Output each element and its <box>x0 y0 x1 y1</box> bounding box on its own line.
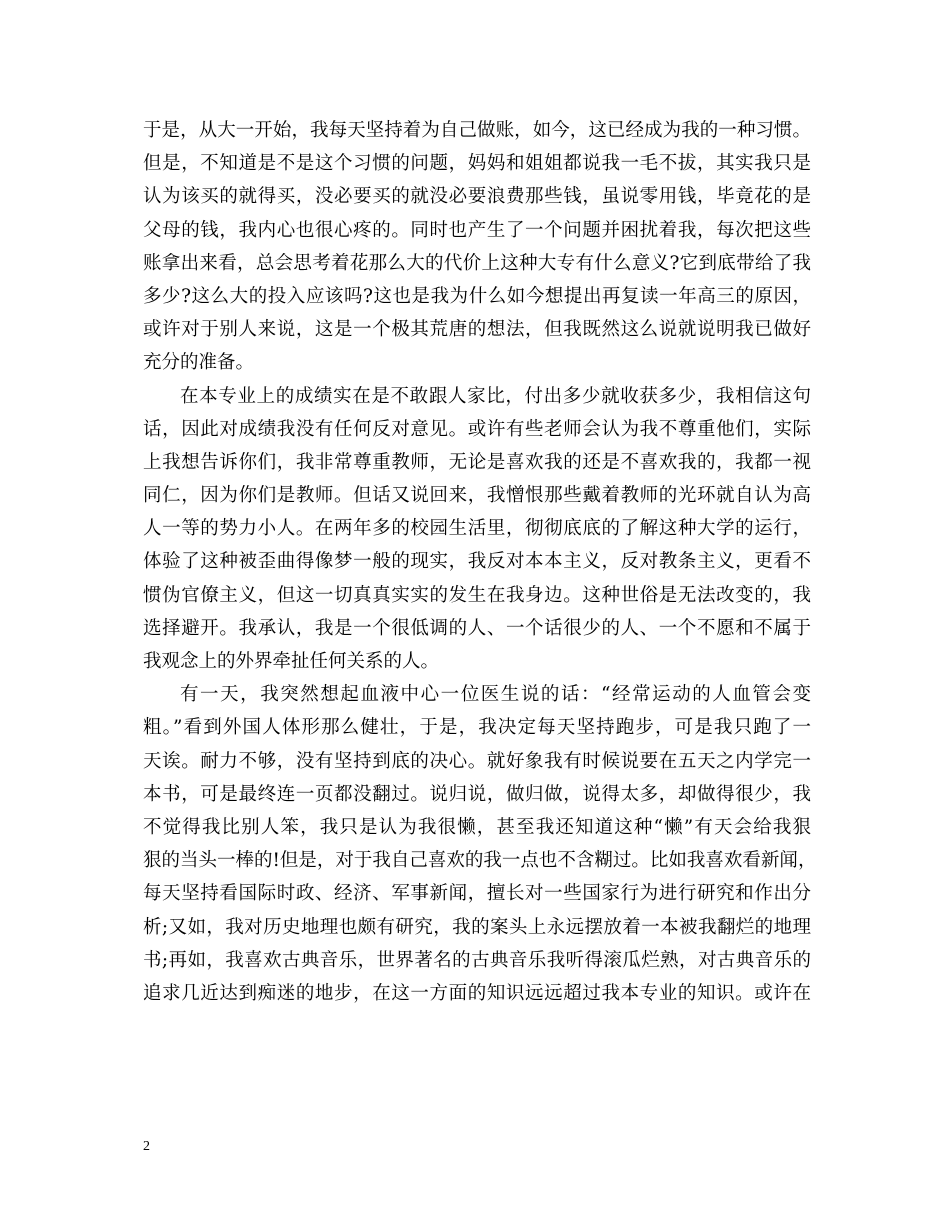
paragraph-1 <box>143 114 811 380</box>
paragraph-3 <box>143 678 817 1010</box>
text-line: 天诶。耐力不够，没有坚持到底的决心。就好象我有时候说要在五天之内学完一 <box>143 750 811 772</box>
text-line: 惯伪官僚主义，但这一切真真实实的发生在我身边。这种世俗是无法改变的，我 <box>143 584 811 606</box>
text-line: 父母的钱，我内心也很心疼的。同时也产生了一个问题并困扰着我，每次把这些 <box>143 219 811 241</box>
text-line: 书;再如，我喜欢古典音乐，世界著名的古典音乐我听得滚瓜烂熟，对古典音乐的 <box>143 949 811 971</box>
text-line: 体验了这种被歪曲得像梦一般的现实，我反对本本主义，反对教条主义，更看不 <box>143 551 811 573</box>
text-line: 账拿出来看，总会思考着花那么大的代价上这种大专有什么意义?它到底带给了我 <box>143 252 811 274</box>
text-line: 每天坚持看国际时政、经济、军事新闻，擅长对一些国家行为进行研究和作出分 <box>143 883 811 905</box>
text-line: 本书，可是最终连一页都没翻过。说归说，做归做，说得太多，却做得很少，我 <box>143 783 811 805</box>
text-line: 同仁，因为你们是教师。但话又说回来，我憎恨那些戴着教师的光环就自认为高 <box>143 485 811 507</box>
page-number: 2 <box>143 1139 150 1154</box>
text-line: 充分的准备。 <box>143 352 255 374</box>
text-line: 在本专业上的成绩实在是不敢跟人家比，付出多少就收获多少，我相信这句 <box>180 385 811 407</box>
text-line: 人一等的势力小人。在两年多的校园生活里，彻彻底底的了解这种大学的运行， <box>143 518 811 540</box>
text-line: 追求几近达到痴迷的地步，在这一方面的知识远远超过我本专业的知识。或许在 <box>143 982 811 1004</box>
text-line: 认为该买的就得买，没必要买的就没必要浪费那些钱，虽说零用钱，毕竟花的是 <box>143 186 811 208</box>
text-line: 多少?这么大的投入应该吗?这也是我为什么如今想提出再复读一年高三的原因， <box>143 285 811 307</box>
text-line: 话，因此对成绩我没有任何反对意见。或许有些老师会认为我不尊重他们，实际 <box>143 418 811 440</box>
text-line: 或许对于别人来说，这是一个极其荒唐的想法，但我既然这么说就说明我已做好 <box>143 319 811 341</box>
text-line: 粗。”看到外国人体形那么健壮，于是，我决定每天坚持跑步，可是我只跑了一 <box>143 717 811 739</box>
text-line: 狠的当头一棒的!但是，对于我自己喜欢的我一点也不含糊过。比如我喜欢看新闻， <box>143 850 817 872</box>
paragraph-2 <box>143 380 811 679</box>
text-line: 不觉得我比别人笨，我只是认为我很懒，甚至我还知道这种“懒”有天会给我狠 <box>143 816 811 838</box>
text-line: 于是，从大一开始，我每天坚持着为自己做账，如今，这已经成为我的一种习惯。 <box>143 120 811 141</box>
text-line: 我观念上的外界牵扯任何关系的人。 <box>143 651 440 672</box>
text-line: 有一天，我突然想起血液中心一位医生说的话：“经常运动的人血管会变 <box>180 684 811 706</box>
text-line: 析;又如，我对历史地理也颇有研究，我的案头上永远摆放着一本被我翻烂的地理 <box>143 916 811 938</box>
document-body <box>143 114 817 1010</box>
text-line: 上我想告诉你们，我非常尊重教师，无论是喜欢我的还是不喜欢我的，我都一视 <box>143 451 811 473</box>
text-line: 但是，不知道是不是这个习惯的问题，妈妈和姐姐都说我一毛不拔，其实我只是 <box>143 153 811 175</box>
text-line: 选择避开。我承认，我是一个很低调的人、一个话很少的人、一个不愿和不属于 <box>143 617 811 639</box>
